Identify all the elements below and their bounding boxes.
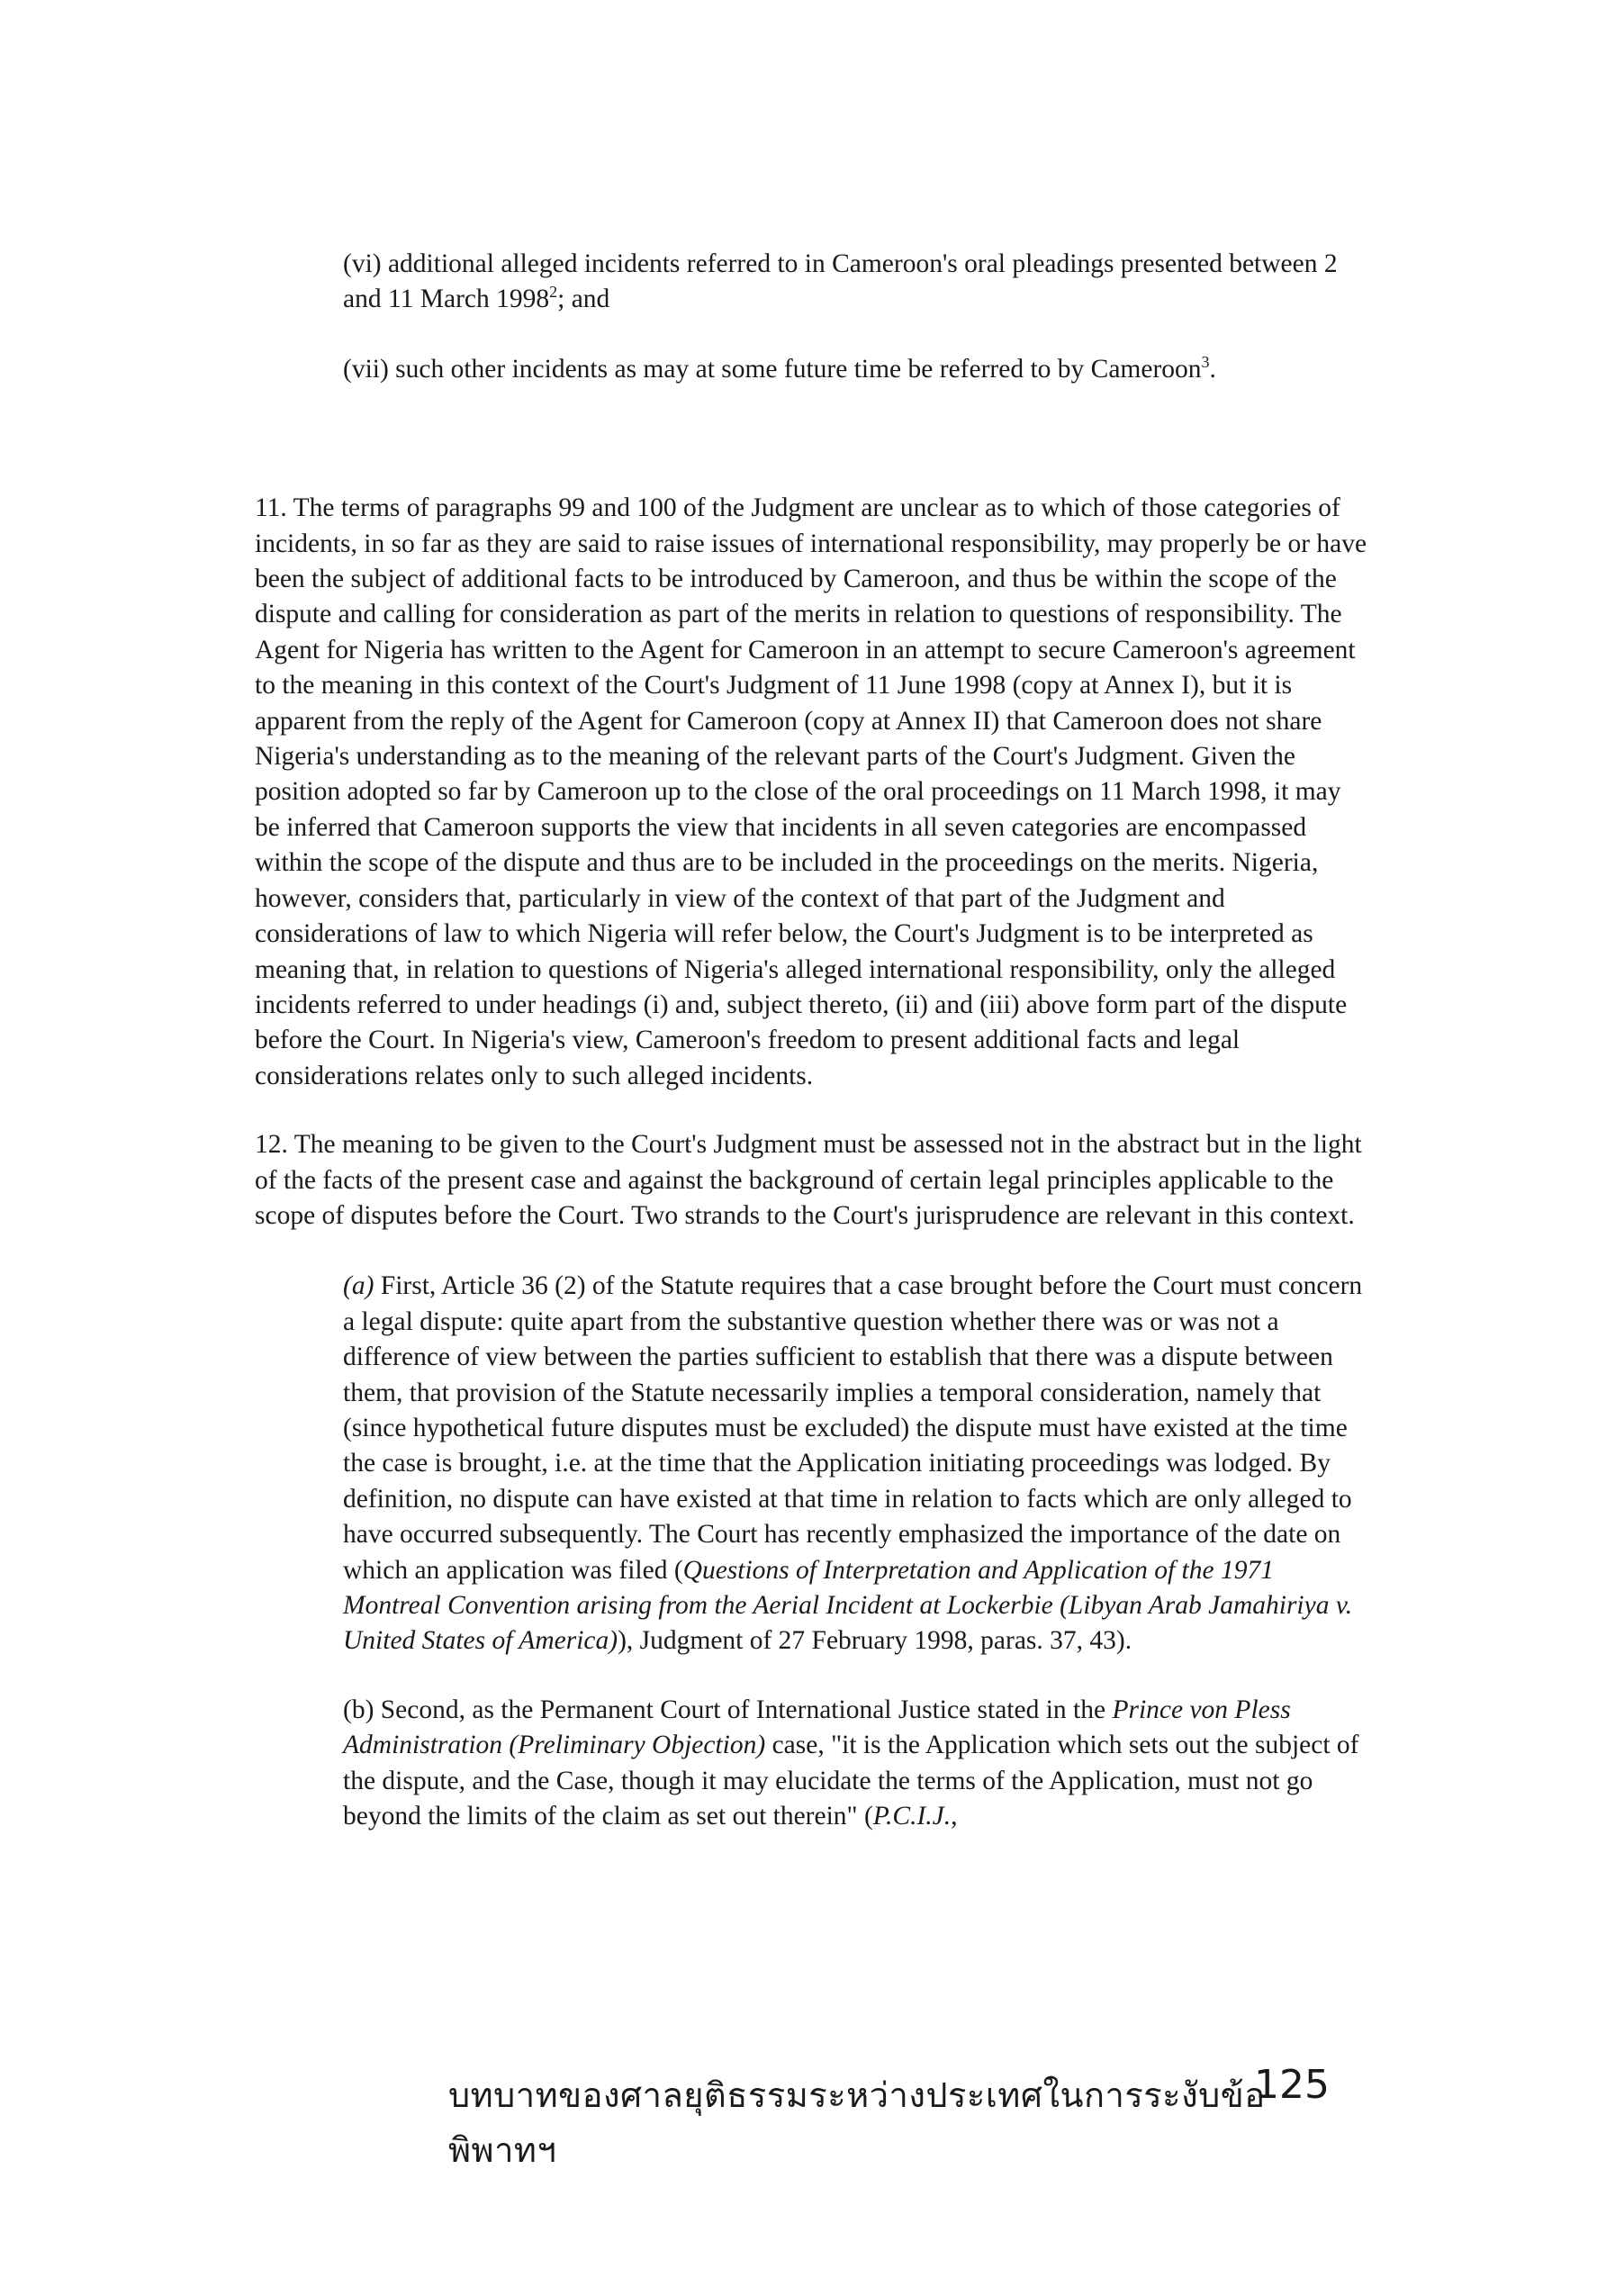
paragraph-a-tail: ), Judgment of 27 February 1998, paras. 37, 43). bbox=[618, 1626, 1132, 1656]
paragraph-a bbox=[343, 1269, 1371, 1659]
item-vi-text: (vi) additional alleged incidents referred to in Cameroon's oral pleadings presented between 2 and 11 March 1998 bbox=[343, 249, 1338, 314]
running-title: บทบาทของศาลยุติธรรมระหว่างประเทศในการระงับข้อพิพาทฯ bbox=[448, 2075, 1266, 2170]
case-name-lockerbie: Questions of Interpretation and Application of the 1971 Montreal Convention arising from the Aerial Incident at Lockerbie (Libyan Arab Jamahiriya v. United States of America) bbox=[343, 1555, 1353, 1656]
list-item-vi bbox=[343, 247, 1371, 318]
citation-pcij: P.C.I.J. bbox=[872, 1802, 952, 1831]
page-number: 125 bbox=[1254, 2062, 1330, 2108]
page-body bbox=[255, 247, 1371, 1834]
paragraph-b-quote: case, "it is the Application which sets out the subject of the dispute, and the Case, though it may elucidate the terms of the Application, must not go beyond the limits of the claim as set out therein" ( bbox=[343, 1731, 1359, 1831]
paragraph-b-tail: , bbox=[951, 1802, 958, 1831]
item-vii-text: (vii) such other incidents as may at some future time be referred to by Cameroon bbox=[343, 354, 1202, 384]
paragraph-11: 11. The terms of paragraphs 99 and 100 of the Judgment are unclear as to which of those categories of incidents, in so far as they are said to raise issues of international responsibility, may properly be or have been the subject of additional facts to be introduced by Cameroon, and thus be within the scope of the dispute and calling for consideration as part of the merits in relation to questions of responsibility. The Agent for Nigeria has written to the Agent for Cameroon in an attempt to secure Cameroon's agreement to the meaning in this context of the Court's Judgment of 11 June 1998 (copy at Annex I), but it is apparent from the reply of the Agent for Cameroon (copy at Annex II) that Cameroon does not share Nigeria's understanding as to the meaning of the relevant parts of the Court's Judgment. Given the position adopted so far by Cameroon up to the close of the oral proceedings on 11 March 1998, it may be inferred that Cameroon supports the view that incidents in all seven categories are encompassed within the scope of the dispute and thus are to be included in the proceedings on the merits. Nigeria, however, considers that, particularly in view of the context of that part of the Judgment and considerations of law to which Nigeria will refer below, the Court's Judgment is to be interpreted as meaning that, in relation to questions of Nigeria's alleged international responsibility, only the alleged incidents referred to under headings (i) and, subject thereto, (ii) and (iii) above form part of the dispute before the Court. In Nigeria's view, Cameroon's freedom to present additional facts and legal considerations relates only to such alleged incidents. bbox=[255, 493, 1367, 1090]
paragraph-12: 12. The meaning to be given to the Court's Judgment must be assessed not in the abstract but in the light of the facts of the present case and against the background of certain legal principles applicable to the scope of disputes before the Court. Two strands to the Court's jurisprudence are relevant in this context. bbox=[255, 1130, 1362, 1230]
footnote-ref-3: 3 bbox=[1201, 352, 1210, 371]
paragraph-b-text: (b) Second, as the Permanent Court of International Justice stated in the bbox=[343, 1695, 1113, 1724]
item-vi-tail: ; and bbox=[557, 285, 610, 314]
case-name-prince-von-pless: Prince von Pless Administration (Preliminary Objection) bbox=[343, 1695, 1291, 1760]
footnote-ref-2: 2 bbox=[549, 283, 558, 302]
paragraph-a-text: First, Article 36 (2) of the Statute requires that a case brought before the Court must concern a legal dispute: quite apart from the substantive question whether there was or was not a difference of view between the parties sufficient to establish that there was a dispute between them, that provision of the Statute necessarily implies a temporal consideration, namely that (since hypothetical future disputes must be excluded) the dispute must have existed at the time the case is brought, i.e. at the time that the Application initiating proceedings was lodged. By definition, no dispute can have existed at that time in relation to facts which are only alleged to have occurred subsequently. The Court has recently emphasized the importance of the date on which an application was filed ( bbox=[343, 1271, 1363, 1585]
item-vii-tail: . bbox=[1209, 354, 1216, 384]
page-footer bbox=[448, 2062, 1349, 2170]
list-item-vii bbox=[343, 352, 1371, 387]
paragraph-b bbox=[343, 1693, 1371, 1835]
paragraph-a-label: (a) bbox=[343, 1271, 374, 1301]
